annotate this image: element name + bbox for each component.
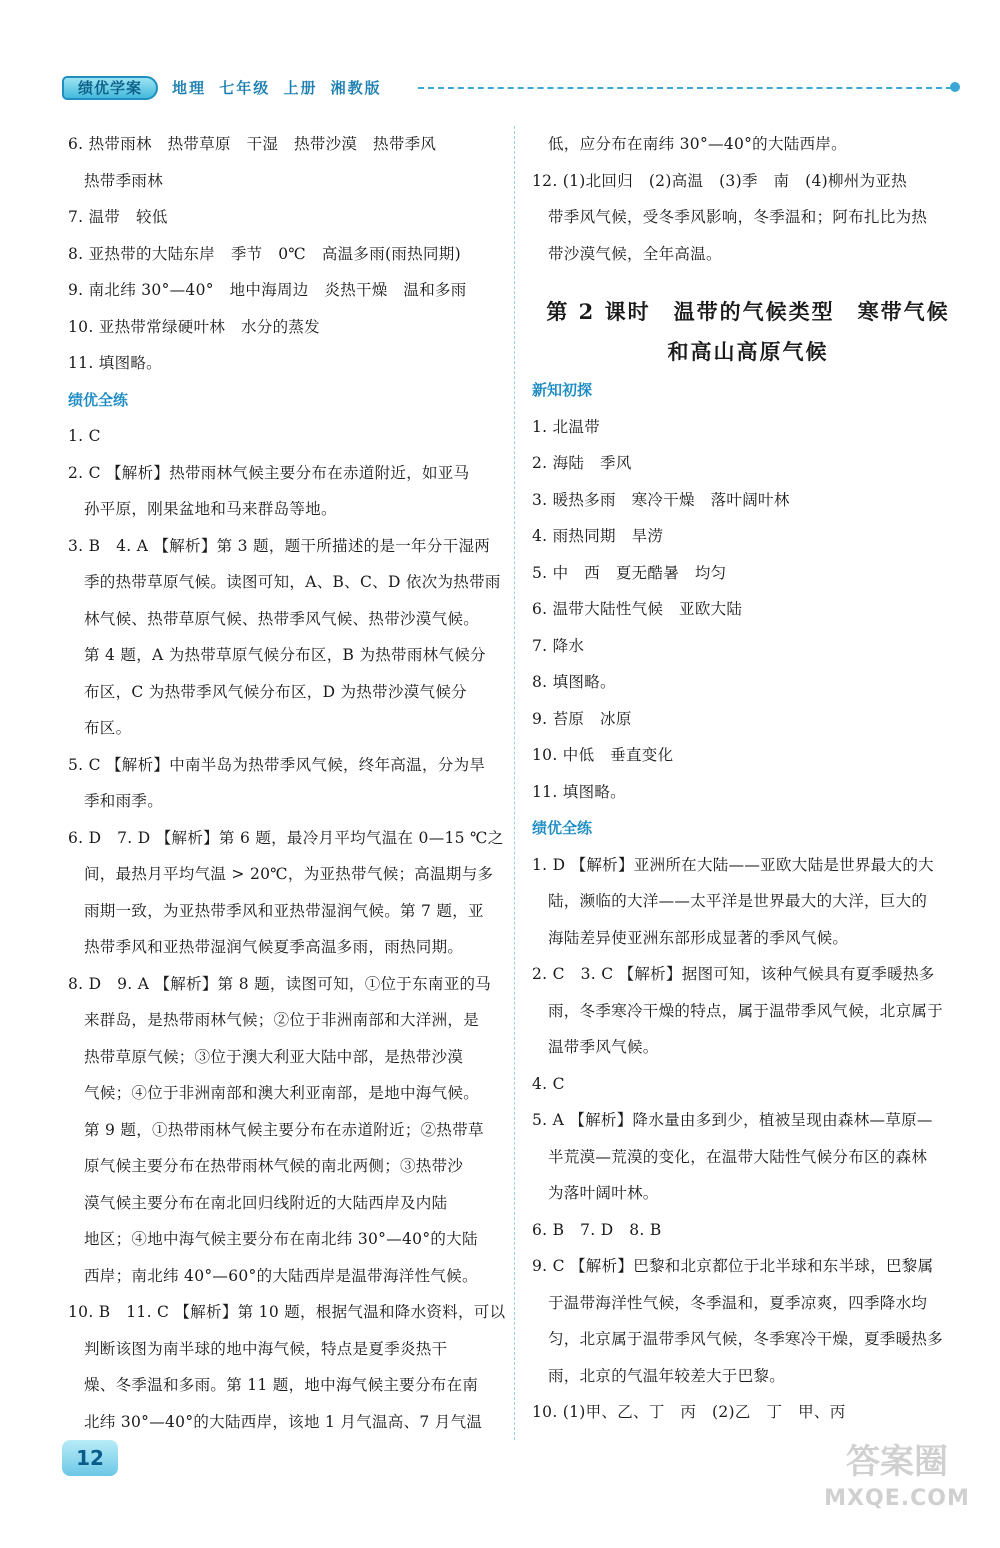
answer-line: 12. (1)北回归 (2)高温 (3)季 南 (4)柳州为亚热 [532,171,908,190]
lesson-title: 和高山高原气候 [667,339,829,364]
page-header [62,74,962,104]
answer-line: 3. 暖热多雨 寒冷干燥 落叶阔叶林 [532,490,790,509]
answer-line: 1. 北温带 [532,417,601,436]
answer-line: 间，最热月平均气温 > 20℃，为亚热带气候；高温期与多 [84,865,494,883]
answer-line: 6. 热带雨林 热带草原 干湿 热带沙漠 热带季风 [68,135,437,153]
answer-line: 地区；④地中海气候主要分布在南北纬 30°—40°的大陆 [84,1230,478,1248]
answer-line: 10. B 11. C 【解析】第 10 题，根据气温和降水资料，可以 [68,1303,506,1321]
answer-line: 季的热带草原气候。读图可知，A、B、C、D 依次为热带雨 [84,573,501,591]
answer-line: 季和雨季。 [84,792,164,810]
answer-line: 4. C [532,1074,565,1093]
answer-line: 8. 亚热带的大陆东岸 季节 0℃ 高温多雨(雨热同期) [68,244,461,263]
answer-line: 带沙漠气候，全年高温。 [548,244,722,263]
answer-line: 1. D 【解析】亚洲所在大陆——亚欧大陆是世界最大的大 [532,855,934,874]
answer-line: 8. 填图略。 [532,673,616,691]
answer-line: 9. 苔原 冰原 [532,709,632,728]
answer-line: 6. D 7. D 【解析】第 6 题，最冷月平均气温在 0—15 ℃之 [68,828,504,847]
answer-line: 气候；④位于非洲南部和澳大利亚南部，是地中海气候。 [84,1084,480,1102]
answer-line: 热带季风和亚热带湿润气候夏季高温多雨，雨热同期。 [84,938,464,956]
page-number: 12 [62,1440,118,1476]
watermark-sub: MXQE.COM [824,1486,970,1511]
answer-line: 9. 南北纬 30°—40° 地中海周边 炎热干燥 温和多雨 [68,281,467,299]
answer-line: 10. 中低 垂直变化 [532,746,674,764]
answer-line: 热带草原气候；③位于澳大利亚大陆中部，是热带沙漠 [84,1047,464,1066]
watermark [822,1440,972,1530]
header-divider-dot [950,82,960,92]
answer-line: 陆，濒临的大洋——太平洋是世界最大的大洋，巨大的 [548,892,928,910]
answer-line: 1. C [68,427,101,445]
answer-line: 西岸；南北纬 40°—60°的大陆西岸是温带海洋性气候。 [84,1266,478,1285]
answer-line: 半荒漠—荒漠的变化，在温带大陆性气候分布区的森林 [548,1147,928,1166]
answer-line: 雨，冬季寒冷干燥的特点，属于温带季风气候，北京属于 [548,1001,944,1020]
answer-line: 5. 中 西 夏无酷暑 均匀 [532,563,727,582]
answer-line: 温带季风气候。 [548,1038,659,1056]
answer-line: 8. D 9. A 【解析】第 8 题，读图可知，①位于东南亚的马 [68,974,492,993]
answer-line: 9. C 【解析】巴黎和北京都位于北半球和东半球，巴黎属 [532,1257,934,1275]
answer-line: 判断该图为南半球的地中海气候，特点是夏季炎热干 [84,1339,448,1358]
answer-line: 低，应分布在南纬 30°—40°的大陆西岸。 [548,135,847,153]
watermark-main: 答案圈 [846,1442,948,1482]
right-column [532,126,964,1431]
answer-line: 5. A 【解析】降水量由多到少，植被呈现由森林—草原— [532,1111,933,1129]
answer-line: 4. 雨热同期 旱涝 [532,527,664,545]
answer-line: 2. 海陆 季风 [532,454,632,472]
book-subject: 地理 七年级 上册 湘教版 [172,79,382,97]
answer-line: 10. 亚热带常绿硬叶林 水分的蒸发 [68,317,320,336]
answer-line: 雨期一致，为亚热带季风和亚热带湿润气候。第 7 题，亚 [84,901,484,920]
answer-line: 来群岛，是热带雨林气候；②位于非洲南部和大洋洲，是 [84,1011,480,1029]
answer-line: 6. B 7. D 8. B [532,1220,662,1239]
answer-line: 2. C 【解析】热带雨林气候主要分布在赤道附近，如亚马 [68,463,470,482]
answer-line: 7. 降水 [532,636,585,655]
answer-line: 漠气候主要分布在南北回归线附近的大陆西岸及内陆 [84,1193,448,1212]
left-column [68,126,515,1440]
answer-line: 11. 填图略。 [532,782,626,801]
answer-line: 5. C 【解析】中南半岛为热带季风气候，终年高温，分为旱 [68,755,486,774]
answer-line: 带季风气候，受冬季风影响，冬季温和；阿布扎比为热 [548,208,928,226]
answer-line: 林气候、热带草原气候、热带季风气候、热带沙漠气候。 [84,609,480,628]
answer-line: 3. B 4. A 【解析】第 3 题，题干所描述的是一年分干湿两 [68,536,491,555]
answer-line: 11. 填图略。 [68,354,162,372]
section-heading: 绩优全练 [68,390,129,409]
lesson-title: 第 2 课时 温带的气候类型 寒带气候 [546,299,950,324]
answer-line: 北纬 30°—40°的大陆西岸，该地 1 月气温高、7 月气温 [84,1412,483,1431]
answer-line: 7. 温带 较低 [68,208,168,226]
answer-line: 匀，北京属于温带季风气候，冬季寒冷干燥，夏季暖热多 [548,1330,944,1348]
answer-line: 为落叶阔叶林。 [548,1184,659,1202]
answer-line: 雨，北京的气温年较差大于巴黎。 [548,1366,786,1385]
answer-line: 孙平原，刚果盆地和马来群岛等地。 [84,500,337,518]
answer-line: 第 9 题，①热带雨林气候主要分布在赤道附近；②热带草 [84,1120,484,1139]
header-divider [418,87,952,89]
answer-line: 于温带海洋性气候，冬季温和，夏季凉爽，四季降水均 [548,1293,928,1312]
answer-line: 布区，C 为热带季风气候分布区，D 为热带沙漠气候分 [84,682,467,701]
answer-line: 2. C 3. C 【解析】据图可知，该种气候具有夏季暖热多 [532,965,935,983]
section-heading: 新知初探 [532,381,593,399]
answer-line: 布区。 [84,719,132,737]
section-heading: 绩优全练 [532,819,593,837]
answer-line: 热带季雨林 [84,171,164,190]
spacer [532,272,964,292]
answer-line: 海陆差异使亚洲东部形成显著的季风气候。 [548,928,849,947]
answer-line: 10. (1)甲、乙、丁 丙 (2)乙 丁 甲、丙 [532,1403,846,1421]
answer-line: 原气候主要分布在热带雨林气候的南北两侧；③热带沙 [84,1157,464,1175]
answer-line: 燥、冬季温和多雨。第 11 题，地中海气候主要分布在南 [84,1376,479,1394]
answer-line: 6. 温带大陆性气候 亚欧大陆 [532,600,743,618]
answer-line: 第 4 题，A 为热带草原气候分布区，B 为热带雨林气候分 [84,646,486,664]
brand-logo: 绩优学案 [62,76,158,100]
